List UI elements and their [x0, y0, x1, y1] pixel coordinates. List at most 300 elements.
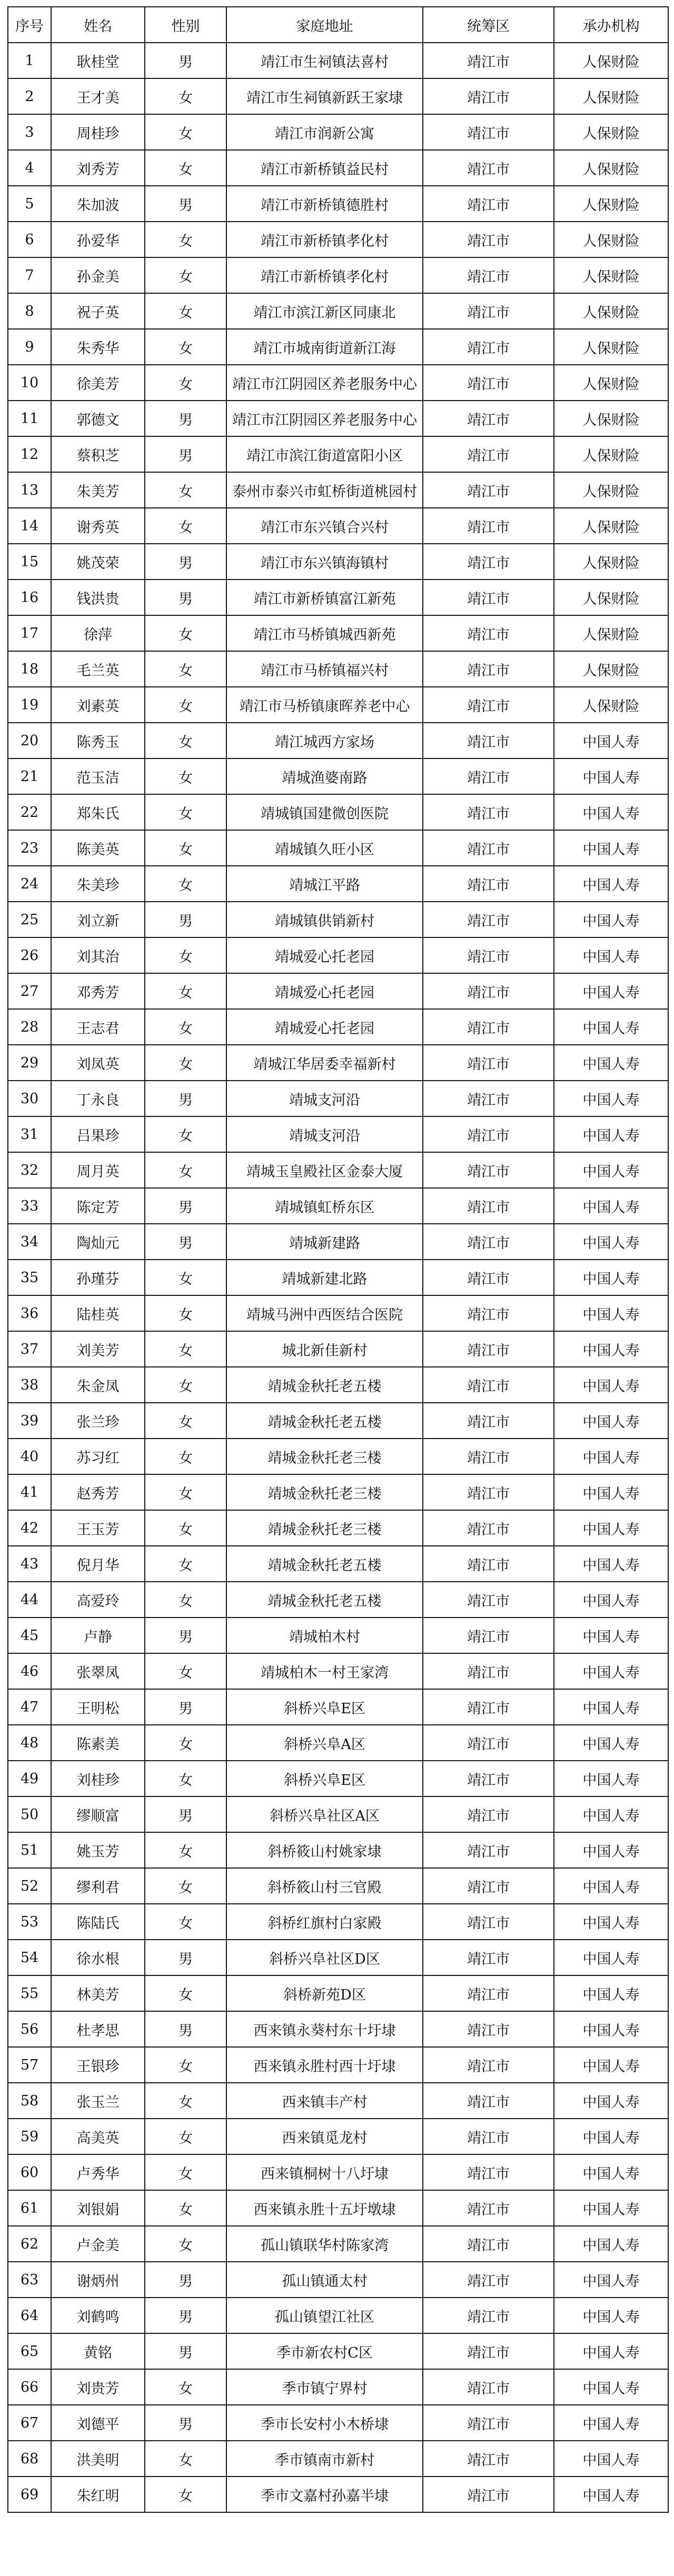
cell-serial-number: 52 [8, 1868, 51, 1904]
cell-home-address: 靖城爱心托老园 [226, 1009, 423, 1045]
cell-gender: 女 [145, 2190, 226, 2226]
cell-home-address: 靖江市滨江街道富阳小区 [226, 436, 423, 472]
cell-organizer: 中国人寿 [554, 2047, 668, 2083]
cell-coordination-area: 靖江市 [423, 615, 554, 651]
cell-serial-number: 26 [8, 937, 51, 973]
cell-serial-number: 15 [8, 544, 51, 580]
table-row [8, 1045, 668, 1081]
table-row [8, 2083, 668, 2119]
cell-serial-number: 11 [8, 401, 51, 436]
cell-organizer: 人保财险 [554, 150, 668, 186]
table-row [8, 1940, 668, 1975]
cell-gender: 女 [145, 1725, 226, 1761]
cell-serial-number: 45 [8, 1618, 51, 1653]
table-row [8, 1403, 668, 1439]
cell-gender: 女 [145, 2477, 226, 2512]
cell-name: 钱洪贵 [51, 580, 145, 615]
table-row [8, 651, 668, 687]
cell-home-address: 靖城镇国建微创医院 [226, 794, 423, 830]
cell-home-address: 靖城新建北路 [226, 1260, 423, 1295]
cell-organizer: 中国人寿 [554, 1116, 668, 1152]
cell-serial-number: 16 [8, 580, 51, 615]
cell-name: 陈美英 [51, 830, 145, 866]
cell-coordination-area: 靖江市 [423, 2011, 554, 2047]
cell-name: 陈陆氏 [51, 1904, 145, 1940]
cell-coordination-area: 靖江市 [423, 436, 554, 472]
table-row [8, 472, 668, 508]
table-row [8, 902, 668, 937]
cell-home-address: 靖城金秋托老五楼 [226, 1582, 423, 1618]
cell-name: 刘立新 [51, 902, 145, 937]
table-row [8, 1546, 668, 1582]
cell-gender: 女 [145, 1904, 226, 1940]
cell-home-address: 靖江城西方家场 [226, 723, 423, 758]
cell-name: 徐水根 [51, 1940, 145, 1975]
cell-gender: 女 [145, 2441, 226, 2477]
cell-home-address: 斜桥筱山村三官殿 [226, 1868, 423, 1904]
cell-gender: 男 [145, 1689, 226, 1725]
cell-gender: 女 [145, 222, 226, 257]
cell-organizer: 人保财险 [554, 580, 668, 615]
cell-coordination-area: 靖江市 [423, 114, 554, 150]
cell-organizer: 中国人寿 [554, 1510, 668, 1546]
table-row [8, 1081, 668, 1116]
cell-organizer: 人保财险 [554, 114, 668, 150]
cell-coordination-area: 靖江市 [423, 758, 554, 794]
cell-gender: 男 [145, 1224, 226, 1260]
table-row [8, 1761, 668, 1796]
cell-home-address: 靖江市新桥镇孝化村 [226, 222, 423, 257]
header-organizer: 承办机构 [554, 7, 668, 43]
cell-name: 周月英 [51, 1152, 145, 1188]
roster-body [8, 43, 668, 2512]
cell-name: 杜孝思 [51, 2011, 145, 2047]
cell-gender: 女 [145, 150, 226, 186]
table-row [8, 186, 668, 222]
cell-home-address: 靖江市马桥镇城西新苑 [226, 615, 423, 651]
cell-gender: 女 [145, 2047, 226, 2083]
cell-name: 苏习红 [51, 1439, 145, 1474]
cell-home-address: 斜桥兴阜E区 [226, 1689, 423, 1725]
cell-gender: 女 [145, 1116, 226, 1152]
cell-name: 范玉洁 [51, 758, 145, 794]
cell-home-address: 靖江市新桥镇德胜村 [226, 186, 423, 222]
cell-home-address: 西来镇永胜十五圩墩埭 [226, 2190, 423, 2226]
cell-organizer: 中国人寿 [554, 1725, 668, 1761]
cell-name: 高爱玲 [51, 1582, 145, 1618]
cell-coordination-area: 靖江市 [423, 866, 554, 902]
table-row [8, 43, 668, 78]
table-row [8, 1116, 668, 1152]
cell-name: 刘贵芳 [51, 2369, 145, 2405]
cell-organizer: 中国人寿 [554, 1439, 668, 1474]
cell-coordination-area: 靖江市 [423, 1403, 554, 1439]
cell-organizer: 中国人寿 [554, 2405, 668, 2441]
cell-gender: 女 [145, 758, 226, 794]
cell-serial-number: 55 [8, 1975, 51, 2011]
cell-organizer: 中国人寿 [554, 1761, 668, 1796]
table-row [8, 1653, 668, 1689]
cell-home-address: 靖城镇虹桥东区 [226, 1188, 423, 1224]
cell-home-address: 靖城柏木村 [226, 1618, 423, 1653]
cell-name: 丁永良 [51, 1081, 145, 1116]
cell-home-address: 靖城支河沿 [226, 1081, 423, 1116]
cell-organizer: 中国人寿 [554, 902, 668, 937]
cell-name: 朱美珍 [51, 866, 145, 902]
cell-coordination-area: 靖江市 [423, 687, 554, 723]
cell-name: 刘凤英 [51, 1045, 145, 1081]
header-row [8, 7, 668, 43]
cell-gender: 男 [145, 2333, 226, 2369]
cell-gender: 男 [145, 1796, 226, 1832]
table-row [8, 2047, 668, 2083]
cell-name: 徐萍 [51, 615, 145, 651]
cell-gender: 男 [145, 1940, 226, 1975]
cell-serial-number: 64 [8, 2298, 51, 2333]
table-row [8, 114, 668, 150]
cell-coordination-area: 靖江市 [423, 1618, 554, 1653]
cell-organizer: 中国人寿 [554, 973, 668, 1009]
cell-organizer: 中国人寿 [554, 1081, 668, 1116]
cell-organizer: 中国人寿 [554, 1796, 668, 1832]
cell-organizer: 人保财险 [554, 43, 668, 78]
table-row [8, 1367, 668, 1403]
cell-serial-number: 20 [8, 723, 51, 758]
cell-gender: 女 [145, 937, 226, 973]
cell-organizer: 中国人寿 [554, 1653, 668, 1689]
table-row [8, 222, 668, 257]
cell-home-address: 靖江市东兴镇海镇村 [226, 544, 423, 580]
table-row [8, 830, 668, 866]
cell-organizer: 中国人寿 [554, 1403, 668, 1439]
cell-home-address: 靖江市滨江新区同康北 [226, 293, 423, 329]
cell-coordination-area: 靖江市 [423, 1295, 554, 1331]
cell-coordination-area: 靖江市 [423, 1510, 554, 1546]
cell-gender: 女 [145, 1761, 226, 1796]
cell-gender: 女 [145, 866, 226, 902]
cell-serial-number: 21 [8, 758, 51, 794]
cell-gender: 女 [145, 1152, 226, 1188]
cell-serial-number: 57 [8, 2047, 51, 2083]
header-home-address: 家庭地址 [226, 7, 423, 43]
cell-organizer: 人保财险 [554, 365, 668, 401]
cell-name: 吕果珍 [51, 1116, 145, 1152]
cell-home-address: 靖江市新桥镇孝化村 [226, 257, 423, 293]
cell-organizer: 人保财险 [554, 651, 668, 687]
cell-coordination-area: 靖江市 [423, 794, 554, 830]
cell-organizer: 中国人寿 [554, 1260, 668, 1295]
cell-serial-number: 56 [8, 2011, 51, 2047]
cell-home-address: 靖江市城南街道新江海 [226, 329, 423, 365]
cell-serial-number: 42 [8, 1510, 51, 1546]
cell-gender: 女 [145, 1403, 226, 1439]
cell-name: 刘鹤鸣 [51, 2298, 145, 2333]
cell-gender: 女 [145, 1474, 226, 1510]
cell-serial-number: 29 [8, 1045, 51, 1081]
table-row [8, 365, 668, 401]
cell-name: 周桂珍 [51, 114, 145, 150]
cell-name: 刘德平 [51, 2405, 145, 2441]
roster-table [7, 6, 669, 2513]
cell-name: 孙金美 [51, 257, 145, 293]
cell-serial-number: 10 [8, 365, 51, 401]
cell-home-address: 孤山镇望江社区 [226, 2298, 423, 2333]
cell-serial-number: 28 [8, 1009, 51, 1045]
cell-name: 王志君 [51, 1009, 145, 1045]
cell-serial-number: 14 [8, 508, 51, 544]
cell-serial-number: 4 [8, 150, 51, 186]
cell-serial-number: 53 [8, 1904, 51, 1940]
cell-organizer: 中国人寿 [554, 1904, 668, 1940]
cell-coordination-area: 靖江市 [423, 2441, 554, 2477]
cell-home-address: 靖城爱心托老园 [226, 937, 423, 973]
cell-name: 王明松 [51, 1689, 145, 1725]
cell-home-address: 季市长安村小木桥埭 [226, 2405, 423, 2441]
cell-coordination-area: 靖江市 [423, 508, 554, 544]
cell-home-address: 靖城玉皇殿社区金泰大厦 [226, 1152, 423, 1188]
cell-coordination-area: 靖江市 [423, 2047, 554, 2083]
cell-serial-number: 50 [8, 1796, 51, 1832]
cell-organizer: 人保财险 [554, 615, 668, 651]
cell-serial-number: 39 [8, 1403, 51, 1439]
cell-coordination-area: 靖江市 [423, 2154, 554, 2190]
cell-home-address: 靖城马洲中西医结合医院 [226, 1295, 423, 1331]
table-row [8, 2011, 668, 2047]
cell-gender: 女 [145, 1295, 226, 1331]
cell-gender: 女 [145, 2154, 226, 2190]
table-row [8, 1224, 668, 1260]
cell-home-address: 斜桥兴阜E区 [226, 1761, 423, 1796]
cell-organizer: 中国人寿 [554, 1224, 668, 1260]
cell-coordination-area: 靖江市 [423, 1260, 554, 1295]
cell-name: 郭德文 [51, 401, 145, 436]
cell-name: 缪利君 [51, 1868, 145, 1904]
cell-gender: 男 [145, 580, 226, 615]
cell-serial-number: 69 [8, 2477, 51, 2512]
cell-name: 孙爱华 [51, 222, 145, 257]
table-row [8, 1832, 668, 1868]
cell-home-address: 靖城支河沿 [226, 1116, 423, 1152]
cell-gender: 男 [145, 43, 226, 78]
cell-serial-number: 44 [8, 1582, 51, 1618]
cell-gender: 女 [145, 1653, 226, 1689]
cell-serial-number: 37 [8, 1331, 51, 1367]
cell-serial-number: 33 [8, 1188, 51, 1224]
cell-home-address: 斜桥兴阜社区A区 [226, 1796, 423, 1832]
cell-serial-number: 31 [8, 1116, 51, 1152]
cell-name: 林美芳 [51, 1975, 145, 2011]
cell-organizer: 中国人寿 [554, 1367, 668, 1403]
cell-coordination-area: 靖江市 [423, 1367, 554, 1403]
table-row [8, 1188, 668, 1224]
table-row [8, 436, 668, 472]
cell-home-address: 靖江市东兴镇合兴村 [226, 508, 423, 544]
table-row [8, 544, 668, 580]
cell-home-address: 孤山镇联华村陈家湾 [226, 2226, 423, 2262]
cell-home-address: 靖城金秋托老五楼 [226, 1546, 423, 1582]
cell-coordination-area: 靖江市 [423, 1546, 554, 1582]
cell-gender: 女 [145, 2083, 226, 2119]
table-row [8, 1975, 668, 2011]
cell-home-address: 西来镇丰产村 [226, 2083, 423, 2119]
cell-coordination-area: 靖江市 [423, 2119, 554, 2154]
cell-serial-number: 65 [8, 2333, 51, 2369]
cell-serial-number: 19 [8, 687, 51, 723]
cell-home-address: 靖城金秋托老五楼 [226, 1403, 423, 1439]
cell-name: 朱红明 [51, 2477, 145, 2512]
cell-organizer: 中国人寿 [554, 2226, 668, 2262]
cell-organizer: 中国人寿 [554, 2119, 668, 2154]
cell-home-address: 靖城镇供销新村 [226, 902, 423, 937]
cell-home-address: 城北新佳新村 [226, 1331, 423, 1367]
cell-name: 刘秀芳 [51, 150, 145, 186]
cell-name: 卢秀华 [51, 2154, 145, 2190]
cell-serial-number: 8 [8, 293, 51, 329]
cell-home-address: 靖城柏木一村王家湾 [226, 1653, 423, 1689]
cell-name: 朱加波 [51, 186, 145, 222]
cell-serial-number: 13 [8, 472, 51, 508]
cell-gender: 男 [145, 2405, 226, 2441]
cell-gender: 男 [145, 1618, 226, 1653]
cell-serial-number: 3 [8, 114, 51, 150]
cell-coordination-area: 靖江市 [423, 401, 554, 436]
cell-organizer: 中国人寿 [554, 1045, 668, 1081]
cell-home-address: 斜桥红旗村白家殿 [226, 1904, 423, 1940]
cell-serial-number: 61 [8, 2190, 51, 2226]
cell-name: 洪美明 [51, 2441, 145, 2477]
cell-coordination-area: 靖江市 [423, 1116, 554, 1152]
cell-serial-number: 46 [8, 1653, 51, 1689]
table-row [8, 973, 668, 1009]
cell-gender: 男 [145, 2298, 226, 2333]
cell-home-address: 靖江市新桥镇富江新苑 [226, 580, 423, 615]
cell-gender: 男 [145, 1188, 226, 1224]
cell-serial-number: 12 [8, 436, 51, 472]
cell-coordination-area: 靖江市 [423, 1152, 554, 1188]
cell-organizer: 中国人寿 [554, 1940, 668, 1975]
cell-coordination-area: 靖江市 [423, 902, 554, 937]
table-row [8, 866, 668, 902]
cell-home-address: 靖江市马桥镇福兴村 [226, 651, 423, 687]
cell-serial-number: 38 [8, 1367, 51, 1403]
cell-name: 朱秀华 [51, 329, 145, 365]
cell-organizer: 中国人寿 [554, 2154, 668, 2190]
cell-name: 陆桂英 [51, 1295, 145, 1331]
cell-name: 谢炳州 [51, 2262, 145, 2298]
cell-serial-number: 6 [8, 222, 51, 257]
cell-organizer: 中国人寿 [554, 1618, 668, 1653]
cell-home-address: 靖城爱心托老园 [226, 973, 423, 1009]
cell-gender: 女 [145, 651, 226, 687]
cell-serial-number: 48 [8, 1725, 51, 1761]
cell-name: 陶灿元 [51, 1224, 145, 1260]
cell-name: 姚茂荣 [51, 544, 145, 580]
cell-home-address: 靖江市生祠镇法喜村 [226, 43, 423, 78]
cell-gender: 女 [145, 1260, 226, 1295]
cell-serial-number: 49 [8, 1761, 51, 1796]
table-row [8, 794, 668, 830]
cell-home-address: 季市镇宁界村 [226, 2369, 423, 2405]
cell-serial-number: 30 [8, 1081, 51, 1116]
cell-gender: 女 [145, 830, 226, 866]
table-row [8, 2190, 668, 2226]
cell-organizer: 人保财险 [554, 222, 668, 257]
cell-serial-number: 47 [8, 1689, 51, 1725]
cell-organizer: 中国人寿 [554, 830, 668, 866]
table-row [8, 1868, 668, 1904]
cell-gender: 女 [145, 1367, 226, 1403]
cell-gender: 女 [145, 78, 226, 114]
cell-serial-number: 2 [8, 78, 51, 114]
cell-serial-number: 1 [8, 43, 51, 78]
cell-serial-number: 58 [8, 2083, 51, 2119]
table-row [8, 2405, 668, 2441]
cell-name: 张翠凤 [51, 1653, 145, 1689]
cell-organizer: 人保财险 [554, 78, 668, 114]
cell-home-address: 斜桥兴阜社区D区 [226, 1940, 423, 1975]
cell-organizer: 人保财险 [554, 436, 668, 472]
cell-gender: 女 [145, 1832, 226, 1868]
cell-name: 卢静 [51, 1618, 145, 1653]
cell-name: 耿桂堂 [51, 43, 145, 78]
cell-home-address: 西来镇永葵村东十圩埭 [226, 2011, 423, 2047]
header-gender: 性别 [145, 7, 226, 43]
cell-gender: 女 [145, 2226, 226, 2262]
cell-name: 徐美芳 [51, 365, 145, 401]
cell-name: 陈素美 [51, 1725, 145, 1761]
cell-organizer: 中国人寿 [554, 1188, 668, 1224]
cell-coordination-area: 靖江市 [423, 2477, 554, 2512]
table-row [8, 615, 668, 651]
cell-home-address: 靖城金秋托老三楼 [226, 1474, 423, 1510]
cell-gender: 女 [145, 687, 226, 723]
table-row [8, 1510, 668, 1546]
cell-coordination-area: 靖江市 [423, 973, 554, 1009]
cell-gender: 女 [145, 2119, 226, 2154]
cell-gender: 女 [145, 257, 226, 293]
cell-home-address: 靖城江华居委幸福新村 [226, 1045, 423, 1081]
cell-serial-number: 24 [8, 866, 51, 902]
table-row [8, 580, 668, 615]
cell-organizer: 中国人寿 [554, 1689, 668, 1725]
table-row [8, 1689, 668, 1725]
table-row [8, 1152, 668, 1188]
cell-serial-number: 7 [8, 257, 51, 293]
cell-serial-number: 60 [8, 2154, 51, 2190]
cell-coordination-area: 靖江市 [423, 257, 554, 293]
cell-serial-number: 18 [8, 651, 51, 687]
cell-coordination-area: 靖江市 [423, 1904, 554, 1940]
cell-name: 张兰珍 [51, 1403, 145, 1439]
table-row [8, 1904, 668, 1940]
cell-gender: 女 [145, 1045, 226, 1081]
cell-coordination-area: 靖江市 [423, 1045, 554, 1081]
cell-serial-number: 9 [8, 329, 51, 365]
cell-coordination-area: 靖江市 [423, 1725, 554, 1761]
cell-name: 卢金美 [51, 2226, 145, 2262]
cell-coordination-area: 靖江市 [423, 1761, 554, 1796]
cell-coordination-area: 靖江市 [423, 472, 554, 508]
cell-serial-number: 51 [8, 1832, 51, 1868]
cell-coordination-area: 靖江市 [423, 222, 554, 257]
cell-coordination-area: 靖江市 [423, 1188, 554, 1224]
cell-organizer: 中国人寿 [554, 2190, 668, 2226]
cell-gender: 男 [145, 2262, 226, 2298]
table-row [8, 723, 668, 758]
cell-coordination-area: 靖江市 [423, 2083, 554, 2119]
cell-gender: 女 [145, 973, 226, 1009]
cell-home-address: 靖城金秋托老三楼 [226, 1510, 423, 1546]
